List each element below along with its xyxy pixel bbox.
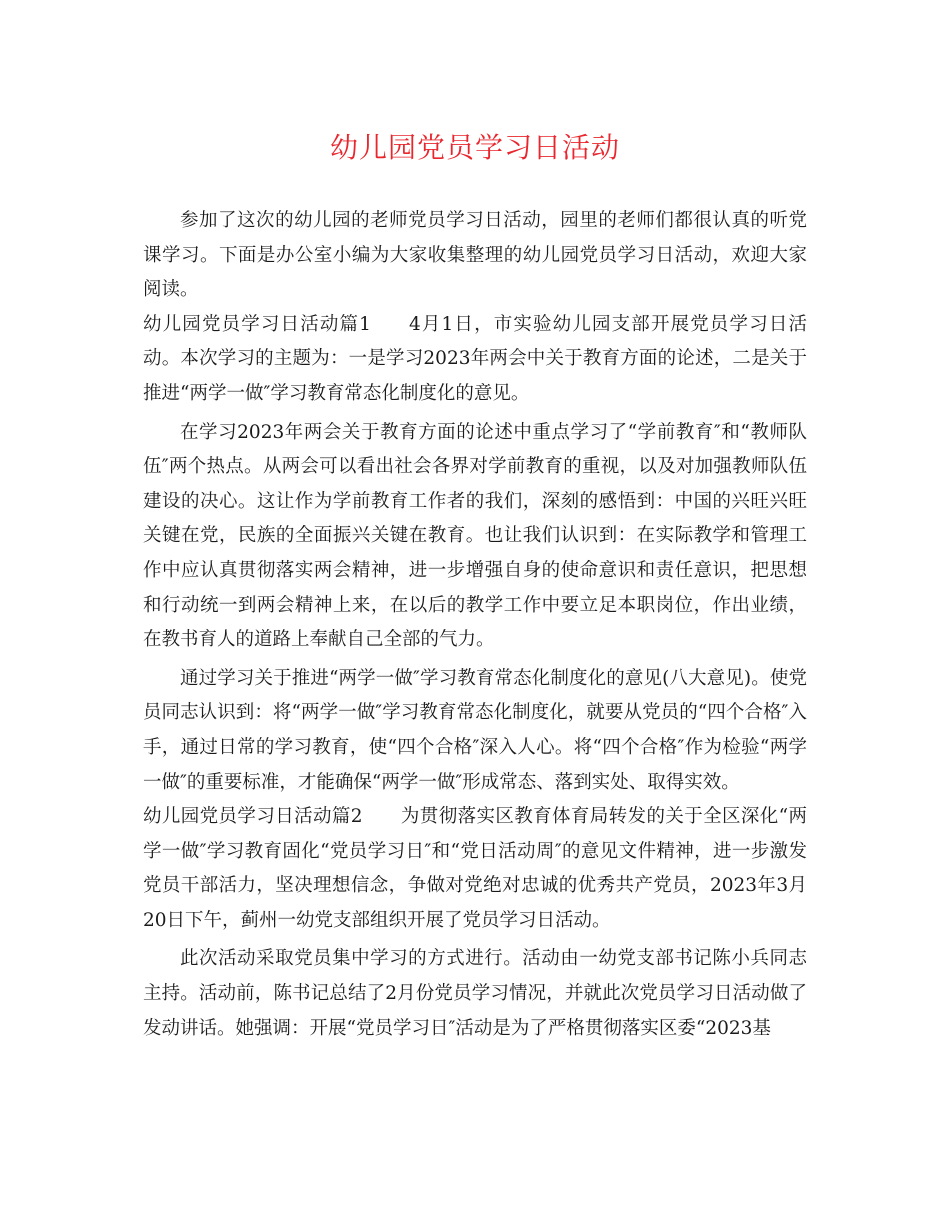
document-title: 幼儿园党员学习日活动 — [329, 131, 620, 164]
section-2-lead-text: 为贯彻落实区教育体育局转发的关于全区深化“两学一做″学习教育固化“党员学习日″和“党日活动周″的意见文件精神，进一步激发党员干部活力，坚决理想信念，争做对党绝对忠诚的优秀共产党员，2023年3月20日下午，蓟州一幼党支部组织开展了党员学习日活动。 — [143, 806, 807, 931]
section-2-heading: 幼儿园党员学习日活动篇2 — [143, 806, 363, 828]
section-1-heading: 幼儿园党员学习日活动篇1 — [143, 313, 371, 335]
section-2-paragraph-1: 此次活动采取党员集中学习的方式进行。活动由一幼党支部书记陈小兵同志主持。活动前，陈书记总结了2月份党员学习情况，并就此次党员学习日活动做了发动讲话。她强调：开展“党员学习日″活动是为了严格贯彻落实区委“2023基 — [143, 948, 807, 1039]
section-1-lead-paragraph — [143, 308, 807, 412]
section-1-paragraph-2: 通过学习关于推进“两学一做″学习教育常态化制度化的意见(八大意见)。使党员同志认识到：将“两学一做″学习教育常态化制度化，就要从党员的“四个合格″入手，通过日常的学习教育，使“四个合格″深入人心。将“四个合格″作为检验“两学一做″的重要标准，才能确保“两学一做″形成常态、落到实处、取得实效。 — [143, 667, 807, 793]
section-1-lead-text: 4月1日，市实验幼儿园支部开展党员学习日活动。本次学习的主题为：一是学习2023年两会中关于教育方面的论述，二是关于推进“两学一做″学习教育常态化制度化的意见。 — [143, 313, 807, 404]
section-1-paragraph-1: 在学习2023年两会关于教育方面的论述中重点学习了“学前教育″和“教师队伍″两个热点。从两会可以看出社会各界对学前教育的重视，以及对加强教师队伍建设的决心。这让作为学前教育工作者的我们，深刻的感悟到：中国的兴旺兴旺关键在党，民族的全面振兴关键在教育。也让我们认识到：在实际教学和管理工作中应认真贯彻落实两会精神，进一步增强自身的使命意识和责任意识，把思想和行动统一到两会精神上来，在以后的教学工作中要立足本职岗位，作出业绩，在教书育人的道路上奉献自己全部的气力。 — [143, 421, 807, 651]
document-body — [143, 204, 807, 1046]
section-2-lead-paragraph — [143, 800, 807, 938]
intro-paragraph: 参加了这次的幼儿园的老师党员学习日活动，园里的老师们都很认真的听党课学习。下面是办公室小编为大家收集整理的幼儿园党员学习日活动，欢迎大家阅读。 — [143, 210, 807, 301]
